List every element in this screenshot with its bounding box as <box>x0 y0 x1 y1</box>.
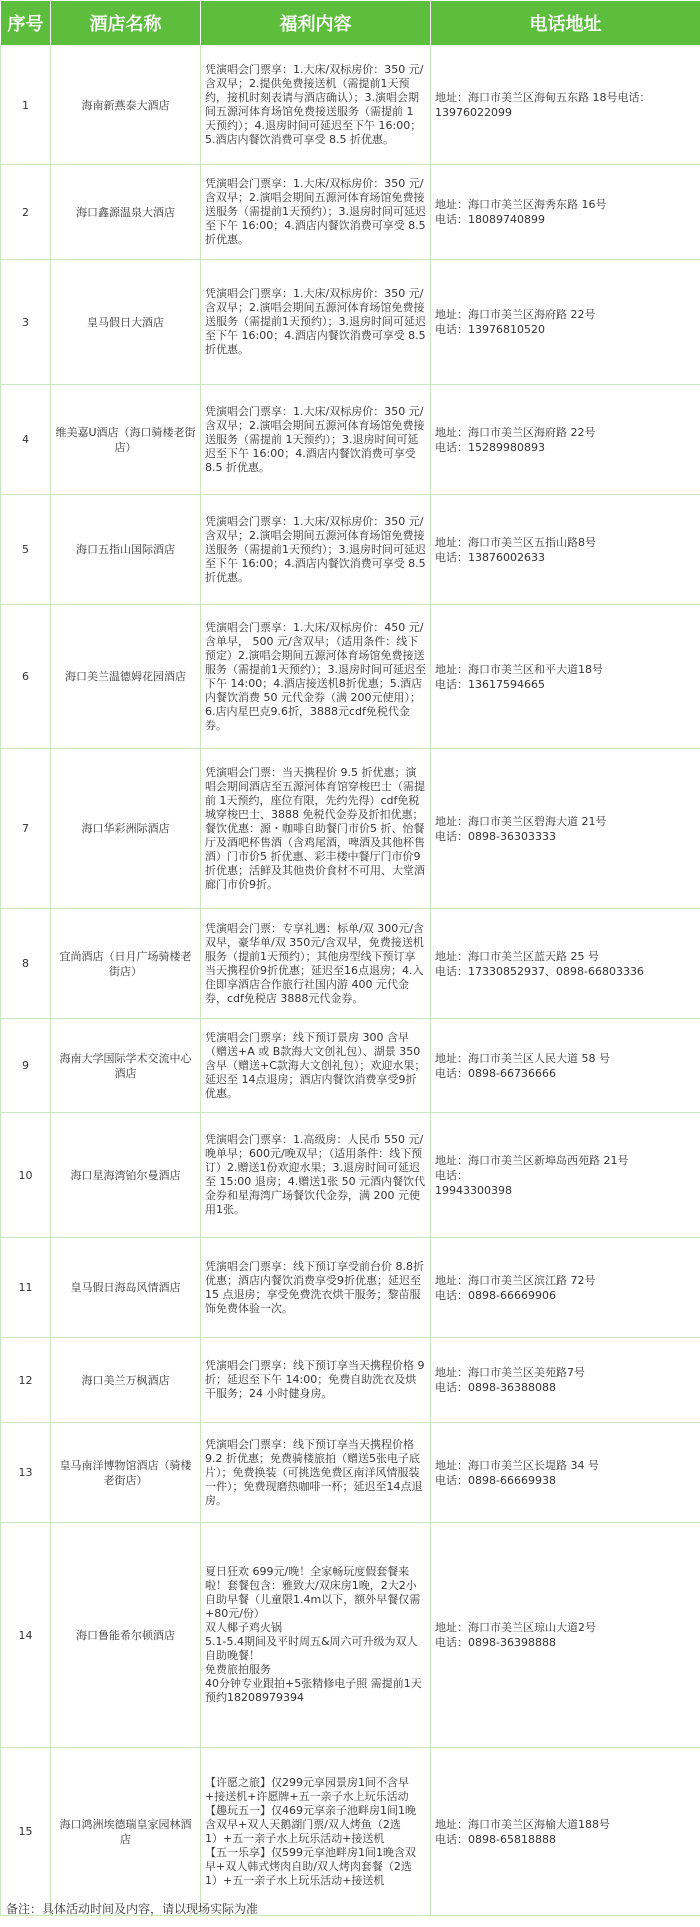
table-row <box>1 1423 700 1523</box>
table-row <box>1 1238 700 1338</box>
hotel-name: 皇马假日海岛风情酒店 <box>51 1238 201 1338</box>
header-address: 电话地址 <box>431 1 700 46</box>
benefit-text: 【许愿之旅】仅299元享园景房1间不含早+接送机+许愿牌+五一亲子水上玩乐活动 【趣玩五一】仅469元享亲子池畔房1间1晚含双早+双人天鹅湖门票/双人烤鱼（2选1）+五一亲子水上玩乐活动+接送机 【五一乐享】仅599元享池畔房1间1晚含双早+双人韩式烤肉自助/双人烤肉套餐（2选1）+五一亲子水上玩乐活动+接送机 <box>201 1748 431 1916</box>
table-row <box>1 1113 700 1238</box>
row-number: 4 <box>1 385 51 495</box>
benefit-text: 凭演唱会门票享：线下预订享当天携程价格9.2 折优惠；免费骑楼旅拍（赠送5张电子底片）；免费换装（可挑选免费区南洋风情服装一件）；免费现磨热咖啡一杯；延迟至14点退房。 <box>201 1423 431 1523</box>
benefit-text: 凭演唱会门票享：1.大床/双标房价：350 元/含双早；2.提供免费接送机（需提前1天预约，接机时刻表请与酒店确认）；3.演唱会期间五源河体育场馆免费接送服务（需提前 1 天预约）；4.退房时间可延迟至下午 16:00；5.酒店内餐饮消费可享受 8.5 折优惠。 <box>201 46 431 165</box>
hotel-name: 宜尚酒店（日月广场骑楼老街店） <box>51 909 201 1019</box>
table-row <box>1 165 700 260</box>
row-number: 1 <box>1 46 51 165</box>
address-phone: 地址：海口市美兰区滨江路 72号 电话：0898-66669906 <box>431 1238 700 1338</box>
benefit-text: 凭演唱会门票：当天携程价 9.5 折优惠；演唱会期间酒店至五源河体育馆穿梭巴士（需提前 1天预约，座位有限，先约先得）cdf免税城穿梭巴士、3888 免税代金券及折扣优惠；餐饮优惠：源・咖啡自助餐门市价5 折、怡餐厅及酒吧杯售酒（含鸡尾酒，啤酒及其他杯售酒）门市价5 折优惠、彩丰楼中餐厅门市价9折优惠；活鲜及其他贵价食材不可用、大堂酒廊门市价9折。 <box>201 749 431 909</box>
table-row <box>1 46 700 165</box>
address-phone: 地址：海口市美兰区海府路 22号 电话：13976810520 <box>431 260 700 385</box>
table-row <box>1 260 700 385</box>
address-phone: 地址：海口市美兰区美苑路7号 电话：0898-36388088 <box>431 1338 700 1423</box>
table-row <box>1 909 700 1019</box>
hotel-name: 海口美兰万枫酒店 <box>51 1338 201 1423</box>
address-phone: 地址：海口市美兰区海榆大道188号 电话：0898-65818888 <box>431 1748 700 1916</box>
row-number: 14 <box>1 1523 51 1748</box>
benefit-text: 凭演唱会门票享：1.大床/双标房价：350 元/含双早；2.演唱会期间五源河体育场馆免费接送服务（需提前 1天预约）；3.退房时间可延迟至下午 16:00；4.酒店内餐饮消费可享受 8.5 折优惠。 <box>201 385 431 495</box>
table-row <box>1 1338 700 1423</box>
table-row <box>1 1523 700 1748</box>
row-number: 2 <box>1 165 51 260</box>
address-phone: 地址：海口市美兰区琼山大道2号 电话：0898-36398888 <box>431 1523 700 1748</box>
row-number: 3 <box>1 260 51 385</box>
row-number: 6 <box>1 605 51 749</box>
footnote: 备注：具体活动时间及内容，请以现场实际为准 <box>6 1902 259 1916</box>
hotel-name: 海口五指山国际酒店 <box>51 495 201 605</box>
row-number: 9 <box>1 1019 51 1113</box>
table-row <box>1 495 700 605</box>
row-number: 15 <box>1 1748 51 1916</box>
hotel-name: 海口星海湾铂尔曼酒店 <box>51 1113 201 1238</box>
hotel-name: 海南新燕泰大酒店 <box>51 46 201 165</box>
row-number: 8 <box>1 909 51 1019</box>
address-phone: 地址：海口市美兰区海秀东路 16号 电话：18089740899 <box>431 165 700 260</box>
address-phone: 地址：海口市美兰区长堤路 34 号 电话：0898-66669938 <box>431 1423 700 1523</box>
hotel-name: 海南大学国际学术交流中心酒店 <box>51 1019 201 1113</box>
row-number: 11 <box>1 1238 51 1338</box>
benefit-text: 凭演唱会门票享：1.大床/双标房价：450 元/含单早， 500 元/含双早；（适用条件：线下预定）2.演唱会期间五源河体育场馆免费接送服务（需提前1天预约）；3.退房时间可延迟至下午 14:00；4.酒店接送机8折优惠；5.酒店内餐饮消费 50 元代金券（满 200元使用）；6.店内星巴克9.6折，3888元cdf免税代金券。 <box>201 605 431 749</box>
hotel-name: 维美嘉U酒店（海口骑楼老街店） <box>51 385 201 495</box>
row-number: 10 <box>1 1113 51 1238</box>
table-row <box>1 385 700 495</box>
benefit-text: 凭演唱会门票享：1.大床/双标房价：350 元/含双早；2.演唱会期间五源河体育场馆免费接送服务（需提前1天预约）；3.退房时间可延迟至下午 16:00；4.酒店内餐饮消费可享受 8.5 折优惠。 <box>201 260 431 385</box>
hotel-name: 皇马南洋博物馆酒店（骑楼老街店） <box>51 1423 201 1523</box>
header-hotel-name: 酒店名称 <box>51 1 201 46</box>
table-row <box>1 749 700 909</box>
benefit-text: 凭演唱会门票享：线下预订景房 300 含早（赠送+A 或 B款海大文创礼包）、湖景 350 含早（赠送+C款海大文创礼包）；欢迎水果；延迟至 14点退房；酒店内餐饮消费享受9折优惠。 <box>201 1019 431 1113</box>
row-number: 5 <box>1 495 51 605</box>
header-no: 序号 <box>1 1 51 46</box>
address-phone: 地址：海口市美兰区五指山路8号 电话：13876002633 <box>431 495 700 605</box>
benefit-text: 凭演唱会门票享：1.大床/双标房价：350 元/含双早；2.演唱会期间五源河体育场馆免费接送服务（需提前1天预约）；3.退房时间可延迟至下午 16:00；4.酒店内餐饮消费可享受 8.5 折优惠。 <box>201 165 431 260</box>
table-header-row <box>1 1 700 46</box>
benefit-text: 凭演唱会门票享：1.大床/双标房价：350 元/含双早；2.演唱会期间五源河体育场馆免费接送服务（需提前1天预约）；3.退房时间可延迟至下午 16:00；4.酒店内餐饮消费可享受 8.5 折优惠。 <box>201 495 431 605</box>
address-phone: 地址：海口市美兰区人民大道 58 号 电话：0898-66736666 <box>431 1019 700 1113</box>
header-benefit: 福利内容 <box>201 1 431 46</box>
address-phone: 地址：海口市美兰区碧海大道 21号 电话：0898-36303333 <box>431 749 700 909</box>
row-number: 13 <box>1 1423 51 1523</box>
address-phone: 地址：海口市美兰区海甸五东路 18号电话：13976022099 <box>431 46 700 165</box>
hotel-name: 海口鑫源温泉大酒店 <box>51 165 201 260</box>
benefit-text: 凭演唱会门票享：线下预订享受前台价 8.8折优惠；酒店内餐饮消费享受9折优惠；延迟至 15 点退房；享受免费洗衣烘干服务；黎苗服饰免费体验一次。 <box>201 1238 431 1338</box>
table-row <box>1 605 700 749</box>
hotel-name: 皇马假日大酒店 <box>51 260 201 385</box>
address-phone: 地址：海口市美兰区新埠岛西苑路 21号 电话： 19943300398 <box>431 1113 700 1238</box>
address-phone: 地址：海口市美兰区海府路 22号 电话：15289980893 <box>431 385 700 495</box>
row-number: 12 <box>1 1338 51 1423</box>
benefit-text: 凭演唱会门票享：1.高级房：人民币 550 元/晚单早；600元/晚双早；（适用条件：线下预订）2.赠送1份欢迎水果；3.退房时间可延迟至 15:00 退房；4.赠送1张 50 元酒内餐饮代金券和星海湾广场餐饮代金券，满 200 元使用1张。 <box>201 1113 431 1238</box>
hotel-name: 海口鸿洲埃德瑞皇家园林酒店 <box>51 1748 201 1916</box>
hotel-name: 海口美兰温德姆花园酒店 <box>51 605 201 749</box>
hotel-name: 海口鲁能希尔顿酒店 <box>51 1523 201 1748</box>
row-number: 7 <box>1 749 51 909</box>
benefit-text: 凭演唱会门票享：线下预订享当天携程价格 9 折；延迟至下午 14:00；免费自助洗衣及烘干服务；24 小时健身房。 <box>201 1338 431 1423</box>
hotel-name: 海口华彩洲际酒店 <box>51 749 201 909</box>
address-phone: 地址：海口市美兰区和平大道18号 电话：13617594665 <box>431 605 700 749</box>
benefit-text: 凭演唱会门票：专享礼遇：标单/双 300元/含双早，豪华单/双 350元/含双早，免费接送机服务（提前1天预约）；其他房型线下预订享当天携程价9折优惠；延迟至16点退房；4.入住即享酒店合作旅行社国内游 400 元代金券，cdf免税店 3888元代金券。 <box>201 909 431 1019</box>
table-row <box>1 1019 700 1113</box>
table-row <box>1 1748 700 1916</box>
address-phone: 地址：海口市美兰区蓝天路 25 号 电话：17330852937、0898-66803336 <box>431 909 700 1019</box>
benefit-text: 夏日狂欢 699元/晚！全家畅玩度假套餐来啦！套餐包含：雅致大/双床房1晚，2大2小自助早餐（儿童限1.4m以下，额外早餐仅需+80元/份） 双人椰子鸡火锅 5.1-5.4期间及平时周五&周六可升级为双人自助晚餐！ 免费旅拍服务 40分钟专业跟拍+5张精修电子照 需提前1天预约18208979394 <box>201 1523 431 1748</box>
